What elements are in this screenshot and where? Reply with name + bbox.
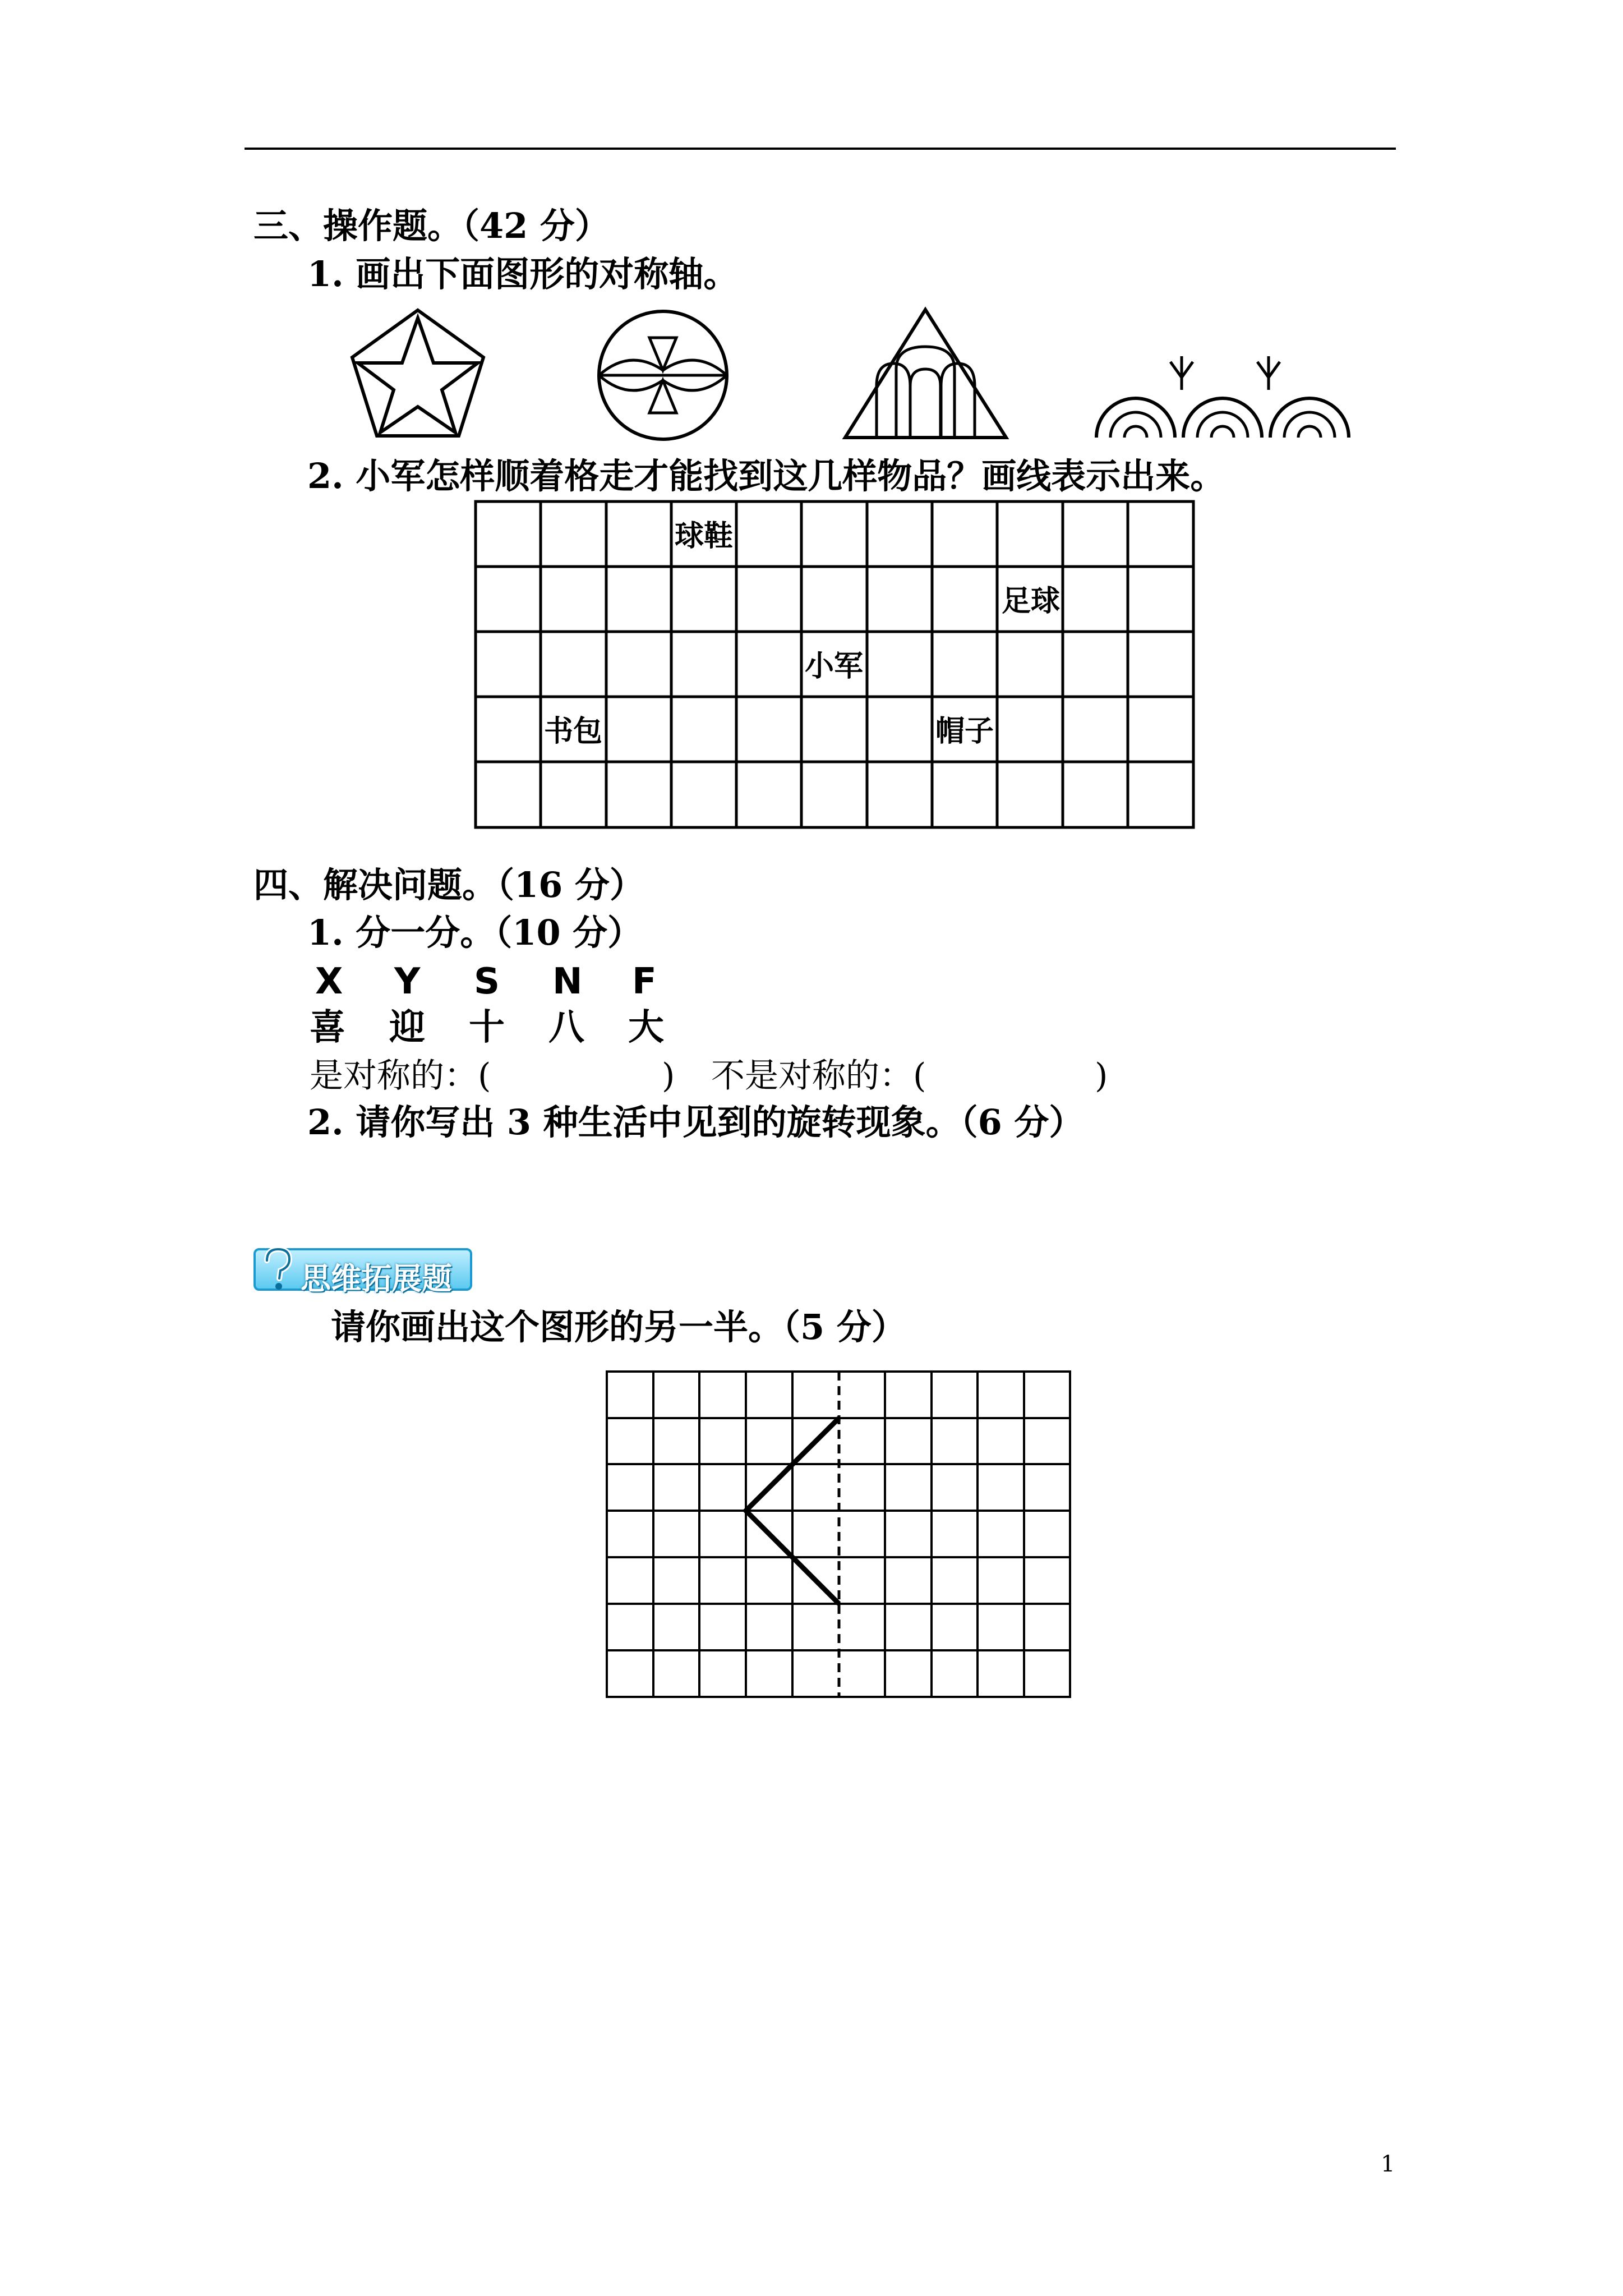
grid-label-football: 足球 xyxy=(1002,584,1061,618)
char-item: 八 xyxy=(548,1006,584,1048)
question-mark-icon xyxy=(260,1247,295,1292)
page-number: 1 xyxy=(1381,2151,1395,2177)
letter-item: F xyxy=(632,961,657,1002)
char-item: 十 xyxy=(469,1006,505,1048)
arches-figure xyxy=(1091,351,1363,440)
char-item: 喜 xyxy=(310,1006,345,1048)
header-rule xyxy=(245,148,1396,150)
section3-q1: 1. 画出下面图形的对称轴。 xyxy=(307,254,739,295)
section3-title: 三、操作题。（42 分） xyxy=(253,205,610,246)
pentagon-star-figure xyxy=(348,306,488,440)
extension-badge-label: 思维拓展题 xyxy=(301,1261,452,1296)
nonsymmetric-answer-label: 不是对称的：( xyxy=(711,1056,926,1096)
nonsymmetric-answer-close: ) xyxy=(1095,1056,1108,1096)
extension-prompt: 请你画出这个图形的另一半。（5 分） xyxy=(331,1306,906,1347)
symmetry-grid xyxy=(606,1370,1071,1698)
section4-title: 四、解决问题。（16 分） xyxy=(253,864,644,905)
triangle-figure xyxy=(843,307,1008,440)
grid-label-shoes: 球鞋 xyxy=(675,519,734,553)
section4-q1: 1. 分一分。（10 分） xyxy=(307,912,643,953)
symmetric-answer-close: ) xyxy=(662,1056,675,1096)
char-item: 大 xyxy=(628,1006,664,1048)
extension-badge xyxy=(253,1248,472,1296)
symmetric-answer-label: 是对称的：( xyxy=(310,1056,491,1096)
grid-label-hat: 帽子 xyxy=(935,714,994,748)
section4-q2: 2. 请你写出 3 种生活中见到的旋转现象。（6 分） xyxy=(307,1102,1084,1143)
circle-figure xyxy=(596,309,730,442)
section3-q2: 2. 小军怎样顺着格走才能找到这几样物品？画线表示出来。 xyxy=(307,455,1225,496)
letter-item: X xyxy=(315,961,343,1002)
letter-item: Y xyxy=(394,961,421,1002)
char-item: 迎 xyxy=(389,1006,425,1048)
letter-item: N xyxy=(552,961,583,1002)
letter-item: S xyxy=(474,961,500,1002)
grid-label-xiaojun: 小军 xyxy=(805,649,864,683)
grid-label-schoolbag: 书包 xyxy=(544,714,603,748)
